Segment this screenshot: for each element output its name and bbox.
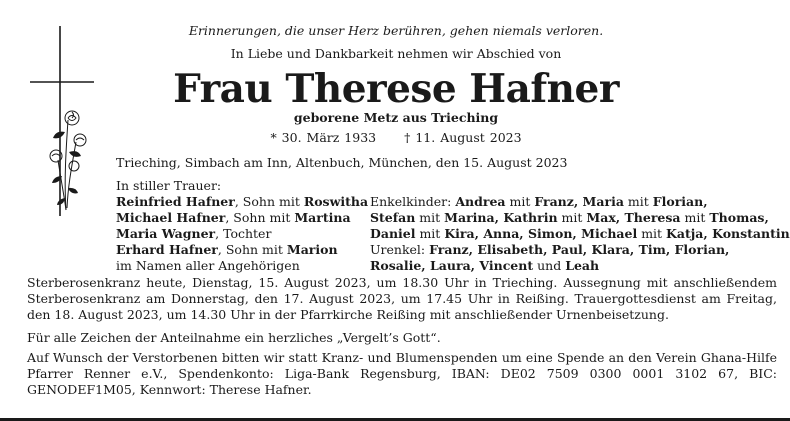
mourner-line: im Namen aller Angehörigen: [116, 258, 300, 273]
deceased-name: Frau Therese Hafner: [173, 66, 619, 112]
mourners-right-column: [370, 194, 790, 274]
funeral-details: Sterberosenkranz heute, Dienstag, 15. August 2023, um 18.30 Uhr in Trieching. Aussegnung mit anschließendem Sterberosenkranz am Donnerstag, den 17. August 2023, um 17.45 Uhr in Reißing. Trauergottesdienst am Freitag, den 18. August 2023, um 14.30 Uhr in der Pfarrkirche Reißing mit anschließender Urnenbeisetzung.: [27, 275, 777, 322]
birth-name: geborene Metz aus Trieching: [293, 110, 499, 125]
grandchildren-line: Stefan mit Marina, Kathrin mit Max, Theresa mit Thomas,: [370, 210, 769, 225]
grandchildren-line: Daniel mit Kira, Anna, Simon, Michael mit Katja, Konstantin: [370, 226, 790, 241]
mourner-line: Reinfried Hafner, Sohn mit Roswitha: [116, 194, 369, 209]
great-grandchildren-line: Urenkel: Franz, Elisabeth, Paul, Klara, Tim, Florian,: [370, 242, 730, 257]
great-grandchildren-line: Rosalie, Laura, Vincent und Leah: [370, 258, 600, 273]
mourners-left-column: [116, 178, 376, 274]
place-date-line: Trieching, Simbach am Inn, Altenbuch, München, den 15. August 2023: [116, 155, 568, 170]
mourner-line: Maria Wagner, Tochter: [116, 226, 272, 241]
memorial-quote: Erinnerungen, die unser Herz berühren, gehen niemals verloren.: [188, 23, 604, 38]
mourners-heading: In stiller Trauer:: [116, 178, 222, 193]
intro-line: In Liebe und Dankbarkeit nehmen wir Abschied von: [230, 46, 562, 61]
thanks-line: Für alle Zeichen der Anteilnahme ein herzliches „Vergelt’s Gott“.: [27, 330, 441, 345]
donation-request: Auf Wunsch der Verstorbenen bitten wir statt Kranz- und Blumenspenden um eine Spende an den Verein Ghana-Hilfe Pfarrer Renner e.V., Spendenkonto: Liga-Bank Regensburg, IBAN: DE02 7509 0300 0001 3102 67, BIC: GENODEF1M05, Kennwort: Therese Hafner.: [27, 350, 777, 397]
death-date: † 11. August 2023: [404, 130, 522, 145]
mourner-line: Michael Hafner, Sohn mit Martina: [116, 210, 351, 225]
life-dates: [116, 130, 676, 145]
birth-date: * 30. März 1933: [270, 130, 377, 145]
cross-with-roses-icon: [28, 20, 98, 220]
grandchildren-line: Enkelkinder: Andrea mit Franz, Maria mit Florian,: [370, 194, 708, 209]
mourner-line: Erhard Hafner, Sohn mit Marion: [116, 242, 338, 257]
